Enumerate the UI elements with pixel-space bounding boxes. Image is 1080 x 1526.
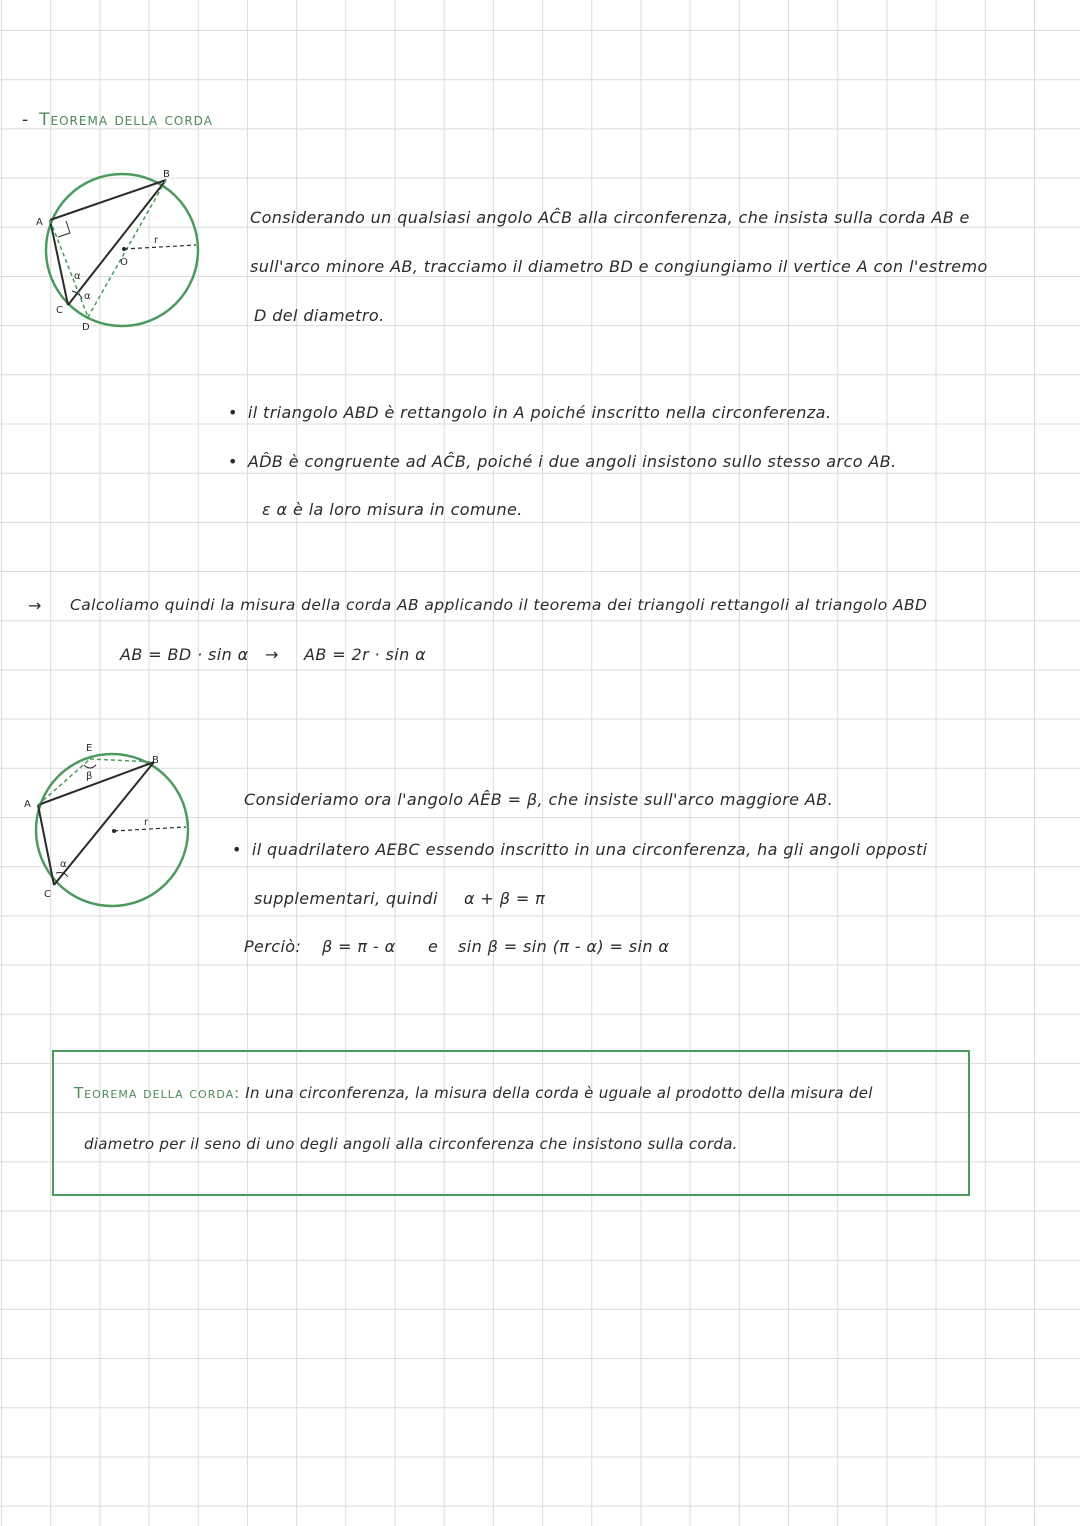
label-o: O [120,257,128,268]
perc-label: Perciò: [244,937,302,956]
bullet1-1: • il triangolo ABD è rettangolo in A poiché inscritto nella circonferenza. [228,403,831,422]
bullet1-2: • AD̂B è congruente ad AĈB, poiché i due angoli insistono sullo stesso arco AB. [228,452,897,471]
para1-line2: sull'arco minore AB, tracciamo il diametro BD e congiungiamo il vertice A con l'estremo [250,257,988,276]
theorem-heading: Teorema della corda: [74,1084,241,1102]
formula-ab-2r: AB = 2r · sin α [304,645,427,664]
formula-beta: β = π - α [322,937,396,956]
label-alpha-2: α [84,291,91,302]
theorem-line2: diametro per il seno di uno degli angoli alla circonferenza che insistono sulla corda. [84,1135,738,1153]
para2-line1: Consideriamo ora l'angolo AÊB = β, che insiste sull'arco maggiore AB. [244,790,834,809]
conj-e: e [428,937,439,956]
label-c: C [56,305,63,316]
bullet2-1: • il quadrilatero AEBC essendo inscritto in una circonferenza, ha gli angoli opposti [232,840,928,859]
title-text: Teorema della corda [39,110,213,130]
center-dot-2 [112,829,116,833]
radius-r [124,245,196,249]
para2-line3b: α + β = π [464,889,546,908]
calc-arrow: → [28,596,42,615]
theorem-text1: In una circonferenza, la misura della corda è uguale al prodotto della misura del [245,1084,873,1102]
label-d: D [82,322,90,333]
formula-sin-beta: sin β = sin (π - α) = sin α [458,937,670,956]
para1-line1: Considerando un qualsiasi angolo AĈB alla circonferenza, che insista sulla corda AB e [250,208,970,227]
para1-line3: D del diametro. [254,306,385,325]
center-dot [122,247,126,251]
title-dash: - [22,110,30,130]
radius-r-2 [114,827,186,831]
label-alpha-3: α [60,859,67,870]
label-b-2: B [152,755,159,766]
figure-inscribed-angle [30,165,205,335]
right-angle-mark [58,221,70,237]
theorem-line1 [74,1084,873,1102]
angle-arc-e [84,765,96,768]
label-alpha-1: α [74,271,81,282]
chord-ac-2 [38,805,54,885]
label-a: A [36,217,43,228]
label-c-2: C [44,889,51,900]
calc-text: Calcoliamo quindi la misura della corda AB applicando il teorema dei triangoli rettangoli al triangolo ABD [70,596,928,614]
chord-ab [50,180,166,220]
para2-line3a: supplementari, quindi [254,889,438,908]
chord-bc [68,180,166,305]
figure-major-arc-angle [22,735,197,910]
theorem-box [52,1050,970,1196]
label-e: E [86,743,93,754]
segment-ae [38,759,93,805]
formula-arrow: → [265,645,279,664]
label-r: r [154,235,159,246]
formula-ab-bd: AB = BD · sin α [120,645,249,664]
label-beta: β [86,771,93,782]
label-b: B [163,169,170,180]
bullet1-2-cont: ε α è la loro misura in comune. [262,500,523,519]
page-title [22,110,213,130]
label-r-2: r [144,817,149,828]
label-a-2: A [24,799,31,810]
